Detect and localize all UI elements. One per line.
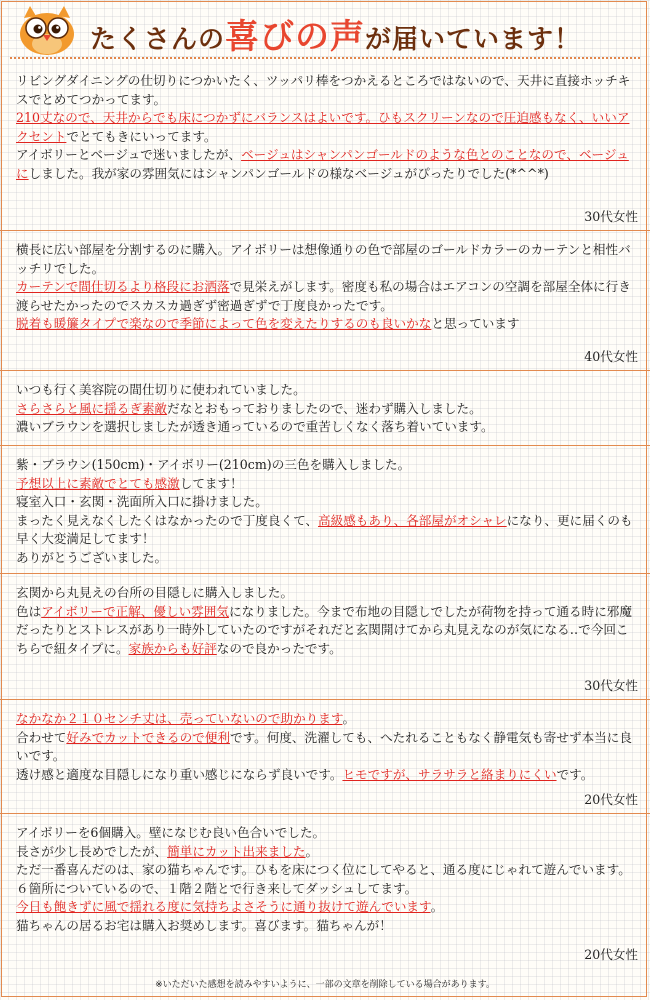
body-text: ただ一番喜んだのは、家の猫ちゃんです。ひもを床につく位にしてやると、通る度にじゃれて遊んでいます。	[16, 862, 631, 878]
body-text: です。何度、洗濯しても、へたれることもなく静電気も寄せず本当に良いです。	[16, 729, 632, 764]
review-item	[0, 231, 650, 371]
body-text: まったく見えなくしたくはなかったので丁度良くて、	[16, 512, 318, 528]
review-item	[0, 446, 650, 574]
title-part-1: たくさんの	[90, 25, 226, 55]
body-text: しました。我が家の雰囲気にはシャンパンゴールドの様なベージュがぴったりでした(*^^*)	[28, 165, 549, 181]
review-text	[16, 456, 634, 568]
body-text: 。	[305, 843, 319, 859]
highlight-text: 脱着も暖簾タイプで楽なので季節によって色を変えたりするのも良いかな	[16, 316, 432, 332]
body-text: 透け感と適度な目隠しになり重い感じにならず良いです。	[16, 766, 343, 782]
highlight-text: 予想以上に素敵でとても感激	[16, 475, 180, 491]
review-text	[16, 710, 634, 784]
highlight-text: なかなか２１０センチ丈は、売っていないので助かります	[16, 711, 343, 726]
body-text: 横長に広い部屋を分割するのに購入。アイボリーは想像通りの色で部屋のゴールドカラーのカーテンと相性バッチリでした。	[16, 242, 631, 276]
body-text: で見栄えがします。密度も私の場合はエアコンの空調を部屋全体に行き渡らせたかったのでスカスカ過ぎず密過ぎずで丁度良かったです。	[16, 279, 631, 313]
highlight-text: ベージュはシャンパンゴールドのような色とのことなので、ベージュに	[16, 147, 629, 181]
highlight-text: アイボリーで正解、優しい雰囲気	[41, 603, 229, 619]
review-item	[0, 371, 650, 446]
body-text: 玄関から丸見えの台所の目隠しに購入しました。	[16, 585, 294, 600]
body-text: でとてもきにいってます。	[66, 128, 217, 144]
body-text: なので良かったです。	[216, 640, 342, 656]
review-text	[16, 241, 634, 334]
highlight-text: 家族からも好評	[128, 640, 217, 656]
body-text: リビングダイニングの仕切りにつかいたく、ツッパリ棒をつかえるところではないので、天井に直接ホッチキスでとめてつかってます。	[16, 73, 631, 107]
body-text: ６箇所についているので、１階２階とで行き来してダッシュしてます。	[16, 880, 418, 896]
highlight-text: 210丈なので、天井からでも床につかずにバランスはよいです。ひもスクリーンなので圧迫感もなく、いいアクセント	[16, 110, 630, 144]
body-text: 寝室入口・玄関・洗面所入口に掛けました。	[16, 494, 268, 510]
review-author: 40代女性	[584, 349, 638, 364]
body-text: ありがとうございました。	[16, 549, 168, 565]
review-text	[16, 381, 634, 437]
title-part-2: 喜びの声	[225, 17, 366, 57]
review-author: 20代女性	[584, 947, 638, 962]
review-text	[16, 72, 634, 184]
body-text: アイボリーを6個購入。壁になじむ良い色合いでした。	[16, 825, 326, 840]
body-text: 色は	[16, 603, 42, 619]
highlight-text: 高級感もあり、各部屋がオシャレ	[318, 512, 507, 528]
highlight-text: 好みでカットできるので便利	[66, 729, 230, 745]
review-item	[0, 700, 650, 814]
body-text: 。	[430, 899, 444, 915]
review-text	[16, 584, 634, 658]
review-text	[16, 824, 634, 936]
body-text: してます！	[179, 475, 243, 491]
body-text: 紫・ブラウン(150cm)・アイボリー(210cm)の三色を購入しました。	[16, 457, 411, 472]
review-list	[0, 62, 650, 968]
review-author: 30代女性	[584, 209, 638, 224]
review-item	[0, 574, 650, 700]
review-author: 30代女性	[584, 678, 638, 693]
footnote: ※いただいた感想を読みやすいように、一部の文章を削除している場合があります。	[155, 980, 495, 990]
review-item	[0, 62, 650, 231]
review-item	[0, 814, 650, 968]
body-text: になり、更に届くのも早く大変満足してます！	[16, 512, 633, 547]
highlight-text: 簡単にカット出来ました	[167, 843, 306, 859]
page-header	[0, 0, 650, 60]
highlight-text: さらさらと風に揺るぎ素敵	[16, 400, 168, 416]
owl-mascot-icon	[16, 4, 78, 56]
highlight-text: 今日も飽きずに風で揺れる度に気持ちよさそうに通り抜けて遊んでいます	[16, 899, 431, 915]
body-text: と思っています	[431, 316, 520, 332]
page-title	[90, 9, 582, 57]
body-text: アイボリーとベージュで迷いましたが、	[16, 147, 242, 163]
body-text: 合わせて	[16, 729, 67, 745]
body-text: 長さが少し長めでしたが、	[16, 843, 168, 859]
body-text: です。	[556, 766, 594, 782]
title-part-3: が届いています！	[365, 25, 582, 55]
body-text: 濃いブラウンを選択しましたが透き通っているので重苦しくなく落ち着いています。	[16, 419, 494, 435]
highlight-text: ヒモですが、サラサラと絡まりにくい	[342, 766, 557, 782]
body-text: 。	[342, 711, 356, 726]
body-text: いつも行く美容院の間仕切りに使われていました。	[16, 382, 306, 397]
body-text: 猫ちゃんの居るお宅は購入お奨めします。喜びます。猫ちゃんが！	[16, 917, 392, 933]
body-text: になりました。今まで布地の目隠しでしたが荷物を持って通る時に邪魔だったりとストレスがあり一時外していたのですがそれだと玄関開けてから丸見えなのが気になる‥で今回こちらで紐タイプに。	[16, 603, 632, 656]
body-text: だなとおもっておりましたので、迷わず購入しました。	[167, 400, 482, 416]
header-divider	[10, 57, 640, 59]
review-author: 20代女性	[584, 792, 638, 807]
highlight-text: カーテンで間仕切るより格段にお洒落	[16, 279, 230, 295]
